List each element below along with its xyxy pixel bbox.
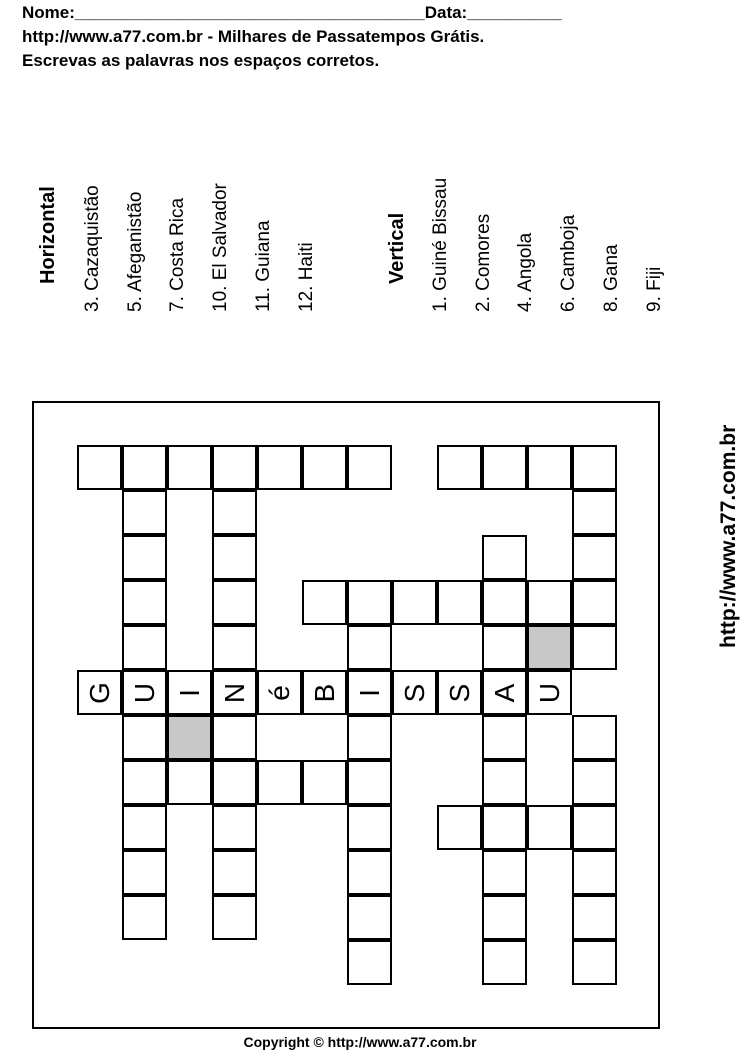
- crossword-cell[interactable]: [392, 580, 437, 625]
- vertical-clue: 2. Comores: [473, 213, 494, 312]
- vertical-clue: 1. Guiné Bissau: [430, 177, 451, 312]
- crossword-cell[interactable]: [212, 715, 257, 760]
- cell-letter: I: [173, 688, 205, 697]
- name-date-line: Nome:_____________________________________Data:__________: [22, 3, 562, 22]
- crossword-cell[interactable]: [257, 445, 302, 490]
- crossword-cell[interactable]: [212, 895, 257, 940]
- crossword-cell[interactable]: [572, 940, 617, 985]
- crossword-cell[interactable]: [212, 580, 257, 625]
- copyright: Copyright © http://www.a77.com.br: [243, 1034, 477, 1050]
- crossword-cell[interactable]: [572, 535, 617, 580]
- crossword-cell[interactable]: [347, 625, 392, 670]
- crossword-cell[interactable]: [572, 490, 617, 535]
- horizontal-clue: 12. Haiti: [296, 242, 317, 312]
- cell-letter: G: [83, 681, 115, 704]
- crossword-cell[interactable]: [437, 445, 482, 490]
- crossword-cell[interactable]: [347, 895, 392, 940]
- crossword-cell[interactable]: [482, 535, 527, 580]
- crossword-cell[interactable]: [167, 670, 212, 715]
- crossword-cell[interactable]: [122, 715, 167, 760]
- crossword-cell[interactable]: [302, 760, 347, 805]
- cell-letter: I: [353, 688, 385, 697]
- horizontal-clue: 3. Cazaquistão: [82, 185, 103, 312]
- cell-letter: B: [308, 683, 340, 702]
- crossword-cell[interactable]: [572, 625, 617, 670]
- crossword-cell[interactable]: [122, 580, 167, 625]
- crossword-cell[interactable]: [482, 895, 527, 940]
- cell-letter: N: [218, 682, 250, 703]
- crossword-cell[interactable]: [437, 580, 482, 625]
- crossword-cell[interactable]: [572, 850, 617, 895]
- crossword-cell[interactable]: [302, 580, 347, 625]
- crossword-cell[interactable]: [572, 715, 617, 760]
- vertical-clue: 6. Camboja: [558, 214, 579, 312]
- crossword-cell[interactable]: [122, 490, 167, 535]
- crossword-cell[interactable]: [437, 670, 482, 715]
- cell-letter: S: [443, 683, 475, 702]
- crossword-cell[interactable]: [122, 670, 167, 715]
- cell-letter: S: [398, 683, 430, 702]
- horizontal-clue: 5. Afeganistão: [125, 191, 146, 312]
- crossword-cell[interactable]: [347, 715, 392, 760]
- crossword-cell[interactable]: [212, 850, 257, 895]
- crossword-cell[interactable]: [122, 445, 167, 490]
- crossword-cell[interactable]: [572, 805, 617, 850]
- crossword-cell[interactable]: [212, 490, 257, 535]
- crossword-cell[interactable]: [437, 805, 482, 850]
- crossword-cell[interactable]: [212, 760, 257, 805]
- shaded-cell: [167, 715, 212, 760]
- crossword-cell[interactable]: [257, 760, 302, 805]
- side-url: http://www.a77.com.br: [717, 424, 740, 648]
- horizontal-clue: 11. Guiana: [253, 220, 274, 312]
- crossword-cell[interactable]: [302, 445, 347, 490]
- crossword-cell[interactable]: [302, 670, 347, 715]
- crossword-cell[interactable]: [347, 850, 392, 895]
- crossword-cell[interactable]: [482, 805, 527, 850]
- crossword-cell[interactable]: [122, 895, 167, 940]
- vertical-clue: 8. Gana: [601, 244, 622, 312]
- crossword-cell[interactable]: [347, 760, 392, 805]
- crossword-cell[interactable]: [482, 760, 527, 805]
- crossword-cell[interactable]: [482, 625, 527, 670]
- crossword-cell[interactable]: [212, 535, 257, 580]
- crossword-cell[interactable]: [482, 940, 527, 985]
- crossword-cell[interactable]: [122, 535, 167, 580]
- crossword-cell[interactable]: [572, 580, 617, 625]
- crossword-cell[interactable]: [572, 895, 617, 940]
- crossword-cell[interactable]: [122, 850, 167, 895]
- site-tagline: http://www.a77.com.br - Milhares de Passatempos Grátis.: [22, 27, 485, 46]
- vertical-clue: 9. Fiji: [644, 266, 665, 312]
- horizontal-clue: 7. Costa Rica: [167, 197, 188, 312]
- crossword-cell[interactable]: [347, 445, 392, 490]
- crossword-cell[interactable]: [122, 625, 167, 670]
- crossword-cell[interactable]: [392, 670, 437, 715]
- crossword-cell[interactable]: [527, 805, 572, 850]
- vertical-clue: 4. Angola: [515, 232, 536, 312]
- cell-letter: U: [533, 682, 565, 703]
- vertical-title: Vertical: [386, 212, 408, 284]
- crossword-cell[interactable]: [482, 715, 527, 760]
- crossword-cell[interactable]: [572, 760, 617, 805]
- crossword-cell[interactable]: [347, 580, 392, 625]
- crossword-cell[interactable]: [347, 670, 392, 715]
- crossword-cell[interactable]: [482, 850, 527, 895]
- crossword-cell[interactable]: [347, 805, 392, 850]
- crossword-cell[interactable]: [527, 670, 572, 715]
- horizontal-clue: 10. El Salvador: [210, 183, 231, 312]
- crossword-cell[interactable]: [77, 445, 122, 490]
- instructions: Escrevas as palavras nos espaços corretos.: [22, 51, 380, 70]
- horizontal-title: Horizontal: [37, 186, 59, 284]
- crossword-cell[interactable]: [77, 670, 122, 715]
- cell-letter: A: [488, 683, 520, 702]
- crossword-cell[interactable]: [212, 445, 257, 490]
- cell-letter: é: [263, 684, 295, 701]
- crossword-cell[interactable]: [212, 625, 257, 670]
- crossword-cell[interactable]: [572, 445, 617, 490]
- crossword-cell[interactable]: [122, 805, 167, 850]
- crossword-cell[interactable]: [482, 445, 527, 490]
- crossword-cell[interactable]: [212, 805, 257, 850]
- crossword-cell[interactable]: [167, 760, 212, 805]
- crossword-cell[interactable]: [122, 760, 167, 805]
- cell-letter: U: [128, 682, 160, 703]
- crossword-cell[interactable]: [347, 940, 392, 985]
- crossword-cell[interactable]: [527, 445, 572, 490]
- crossword-cell[interactable]: [257, 670, 302, 715]
- crossword-cell[interactable]: [212, 670, 257, 715]
- crossword-cell[interactable]: [482, 670, 527, 715]
- crossword-cell[interactable]: [527, 580, 572, 625]
- crossword-cell[interactable]: [482, 580, 527, 625]
- shaded-cell: [527, 625, 572, 670]
- crossword-cell[interactable]: [167, 445, 212, 490]
